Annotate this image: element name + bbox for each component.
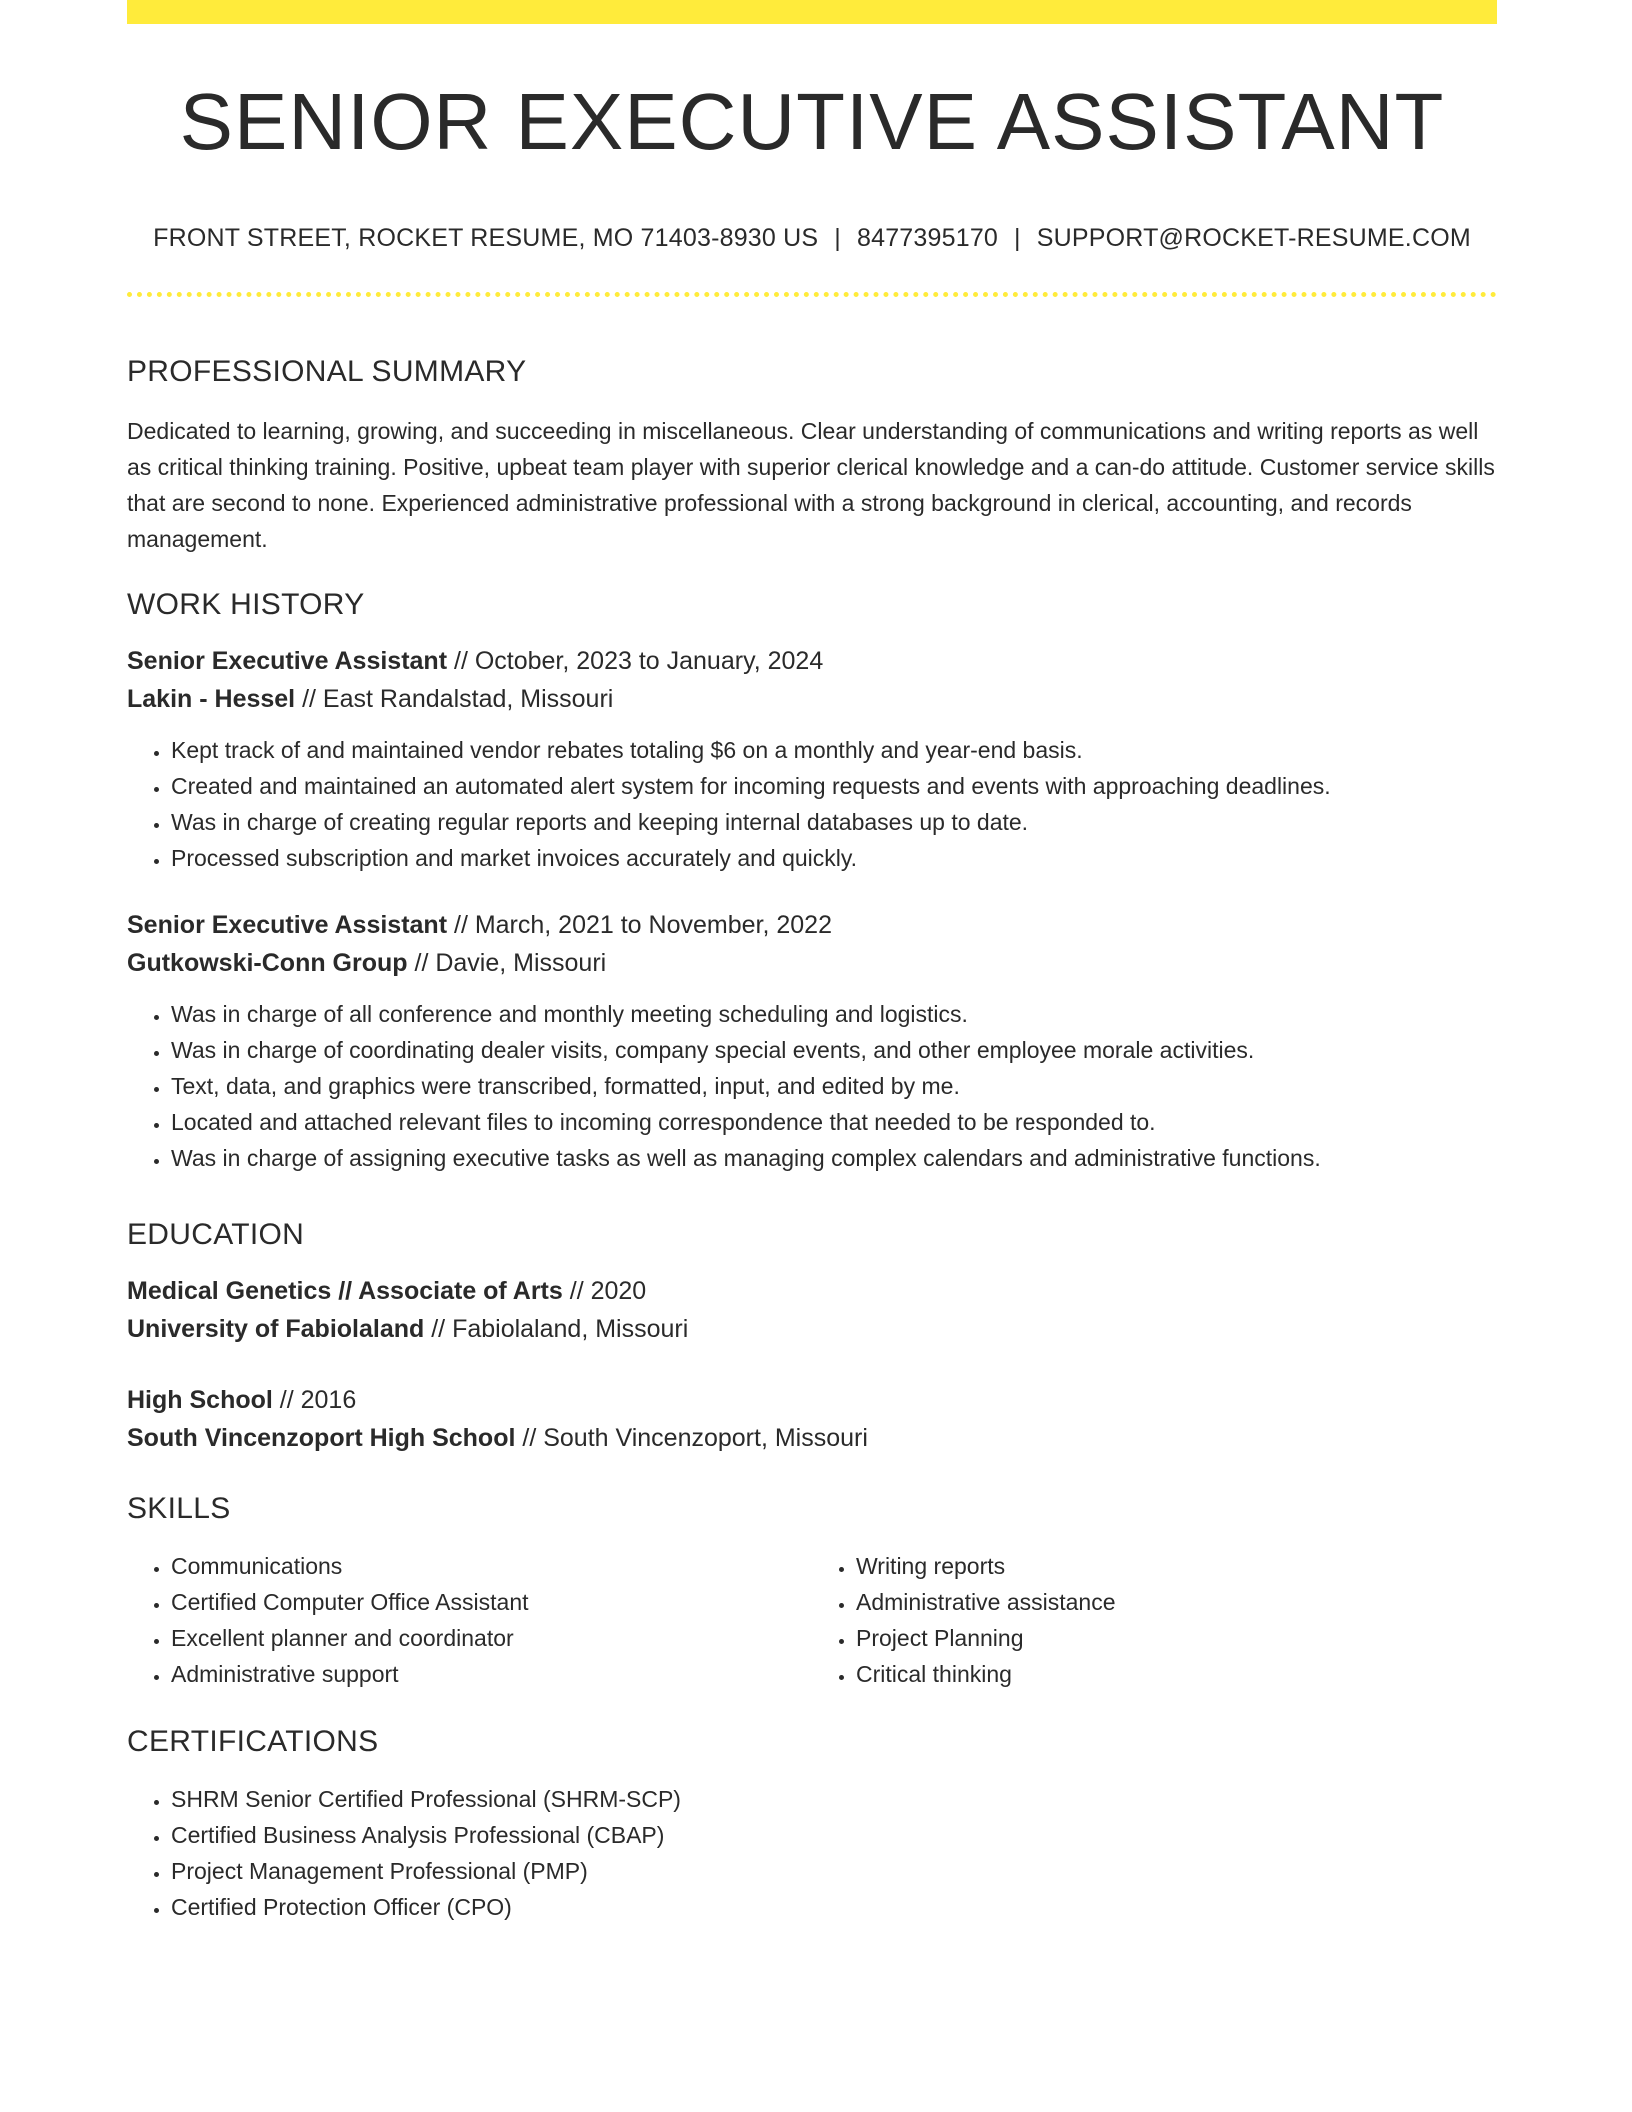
skills-section [127,1494,1497,1692]
top-accent-bar [127,0,1497,24]
job-bullet: • Located and attached relevant files to incoming correspondence that needed to be responded to. [171,1104,1497,1140]
job-entry [127,906,1497,1176]
job-dates: // October, 2023 to January, 2024 [447,647,824,675]
education-degree-line [127,1272,1497,1310]
job-bullet: • Text, data, and graphics were transcribed, formatted, input, and edited by me. [171,1068,1497,1104]
certifications-section [127,1727,1497,1925]
skill-item: • Excellent planner and coordinator [171,1620,812,1656]
job-bullet: • Kept track of and maintained vendor rebates totaling $6 on a monthly and year-end basis. [171,732,1497,768]
contact-email: SUPPORT@ROCKET-RESUME.COM [1036,224,1471,252]
education-heading: EDUCATION [127,1218,305,1251]
job-bullet: • Created and maintained an automated alert system for incoming requests and events with approaching deadlines. [171,768,1497,804]
job-bullet: • Was in charge of creating regular reports and keeping internal databases up to date. [171,804,1497,840]
education-entry [127,1381,1497,1457]
education-section [127,1220,1497,1457]
job-title: Senior Executive Assistant [127,911,448,939]
job-bullet: • Was in charge of coordinating dealer visits, company special events, and other employee morale activities. [171,1032,1497,1068]
job-title: Senior Executive Assistant [127,647,448,675]
skill-item: • Administrative assistance [856,1584,1497,1620]
certification-item: • Certified Business Analysis Professional (CBAP) [171,1817,1497,1853]
skills-list-left [127,1548,812,1692]
certification-item: • Certified Protection Officer (CPO) [171,1889,1497,1925]
contact-separator: | [1014,224,1021,252]
education-year: // 2020 [562,1277,647,1305]
education-degree: Medical Genetics // Associate of Arts [127,1277,563,1305]
summary-text: Dedicated to learning, growing, and succeeding in miscellaneous. Clear understanding of communications and writing reports as well as critical thinking training. Positive, upbeat team player with superior clerical knowledge and a can-do attitude. Customer service skills that are second to none. Experienced administrative professional with a strong background in clerical, accounting, and records management. [127,418,1495,552]
certifications-heading: CERTIFICATIONS [127,1725,379,1758]
job-location: // East Randalstad, Missouri [295,685,614,713]
education-school-line [127,1310,1497,1348]
job-company-line [127,680,1497,718]
skills-heading: SKILLS [127,1492,231,1525]
job-bullet: • Processed subscription and market invoices accurately and quickly. [171,840,1497,876]
skill-item: • Communications [171,1548,812,1584]
skill-item: • Administrative support [171,1656,812,1692]
work-history-section [127,590,1497,1176]
skills-list-right [812,1548,1497,1692]
education-entry [127,1272,1497,1348]
job-title-line [127,642,1497,680]
education-school: South Vincenzoport High School [127,1424,516,1452]
contact-phone: 8477395170 [857,224,999,252]
resume-title: SENIOR EXECUTIVE ASSISTANT [179,77,1445,166]
job-bullet: • Was in charge of assigning executive tasks as well as managing complex calendars and administrative functions. [171,1140,1497,1176]
contact-separator: | [834,224,841,252]
education-location: // Fabiolaland, Missouri [424,1315,689,1343]
skill-item: • Critical thinking [856,1656,1497,1692]
job-company: Gutkowski-Conn Group [127,949,408,977]
education-degree: High School [127,1386,273,1414]
job-bullets [127,732,1497,876]
work-history-heading: WORK HISTORY [127,588,365,621]
education-location: // South Vincenzoport, Missouri [515,1424,868,1452]
education-school-line [127,1419,1497,1457]
job-title-line [127,906,1497,944]
education-year: // 2016 [272,1386,357,1414]
job-bullet: • Was in charge of all conference and monthly meeting scheduling and logistics. [171,996,1497,1032]
contact-line [127,226,1497,251]
job-entry [127,642,1497,876]
education-school: University of Fabiolaland [127,1315,425,1343]
dotted-divider [127,292,1497,297]
skill-item: • Project Planning [856,1620,1497,1656]
summary-heading: PROFESSIONAL SUMMARY [127,355,527,388]
job-dates: // March, 2021 to November, 2022 [447,911,832,939]
skill-item: • Certified Computer Office Assistant [171,1584,812,1620]
certification-item: • SHRM Senior Certified Professional (SHRM-SCP) [171,1781,1497,1817]
resume-page [127,0,1497,1920]
skills-columns [127,1548,1497,1692]
contact-address: FRONT STREET, ROCKET RESUME, MO 71403-8930 US [153,224,819,252]
skill-item: • Writing reports [856,1548,1497,1584]
education-degree-line [127,1381,1497,1419]
job-bullets [127,996,1497,1176]
certification-item: • Project Management Professional (PMP) [171,1853,1497,1889]
job-company-line [127,944,1497,982]
job-company: Lakin - Hessel [127,685,296,713]
job-location: // Davie, Missouri [407,949,607,977]
summary-section [127,357,1497,557]
certifications-list [127,1781,1497,1925]
